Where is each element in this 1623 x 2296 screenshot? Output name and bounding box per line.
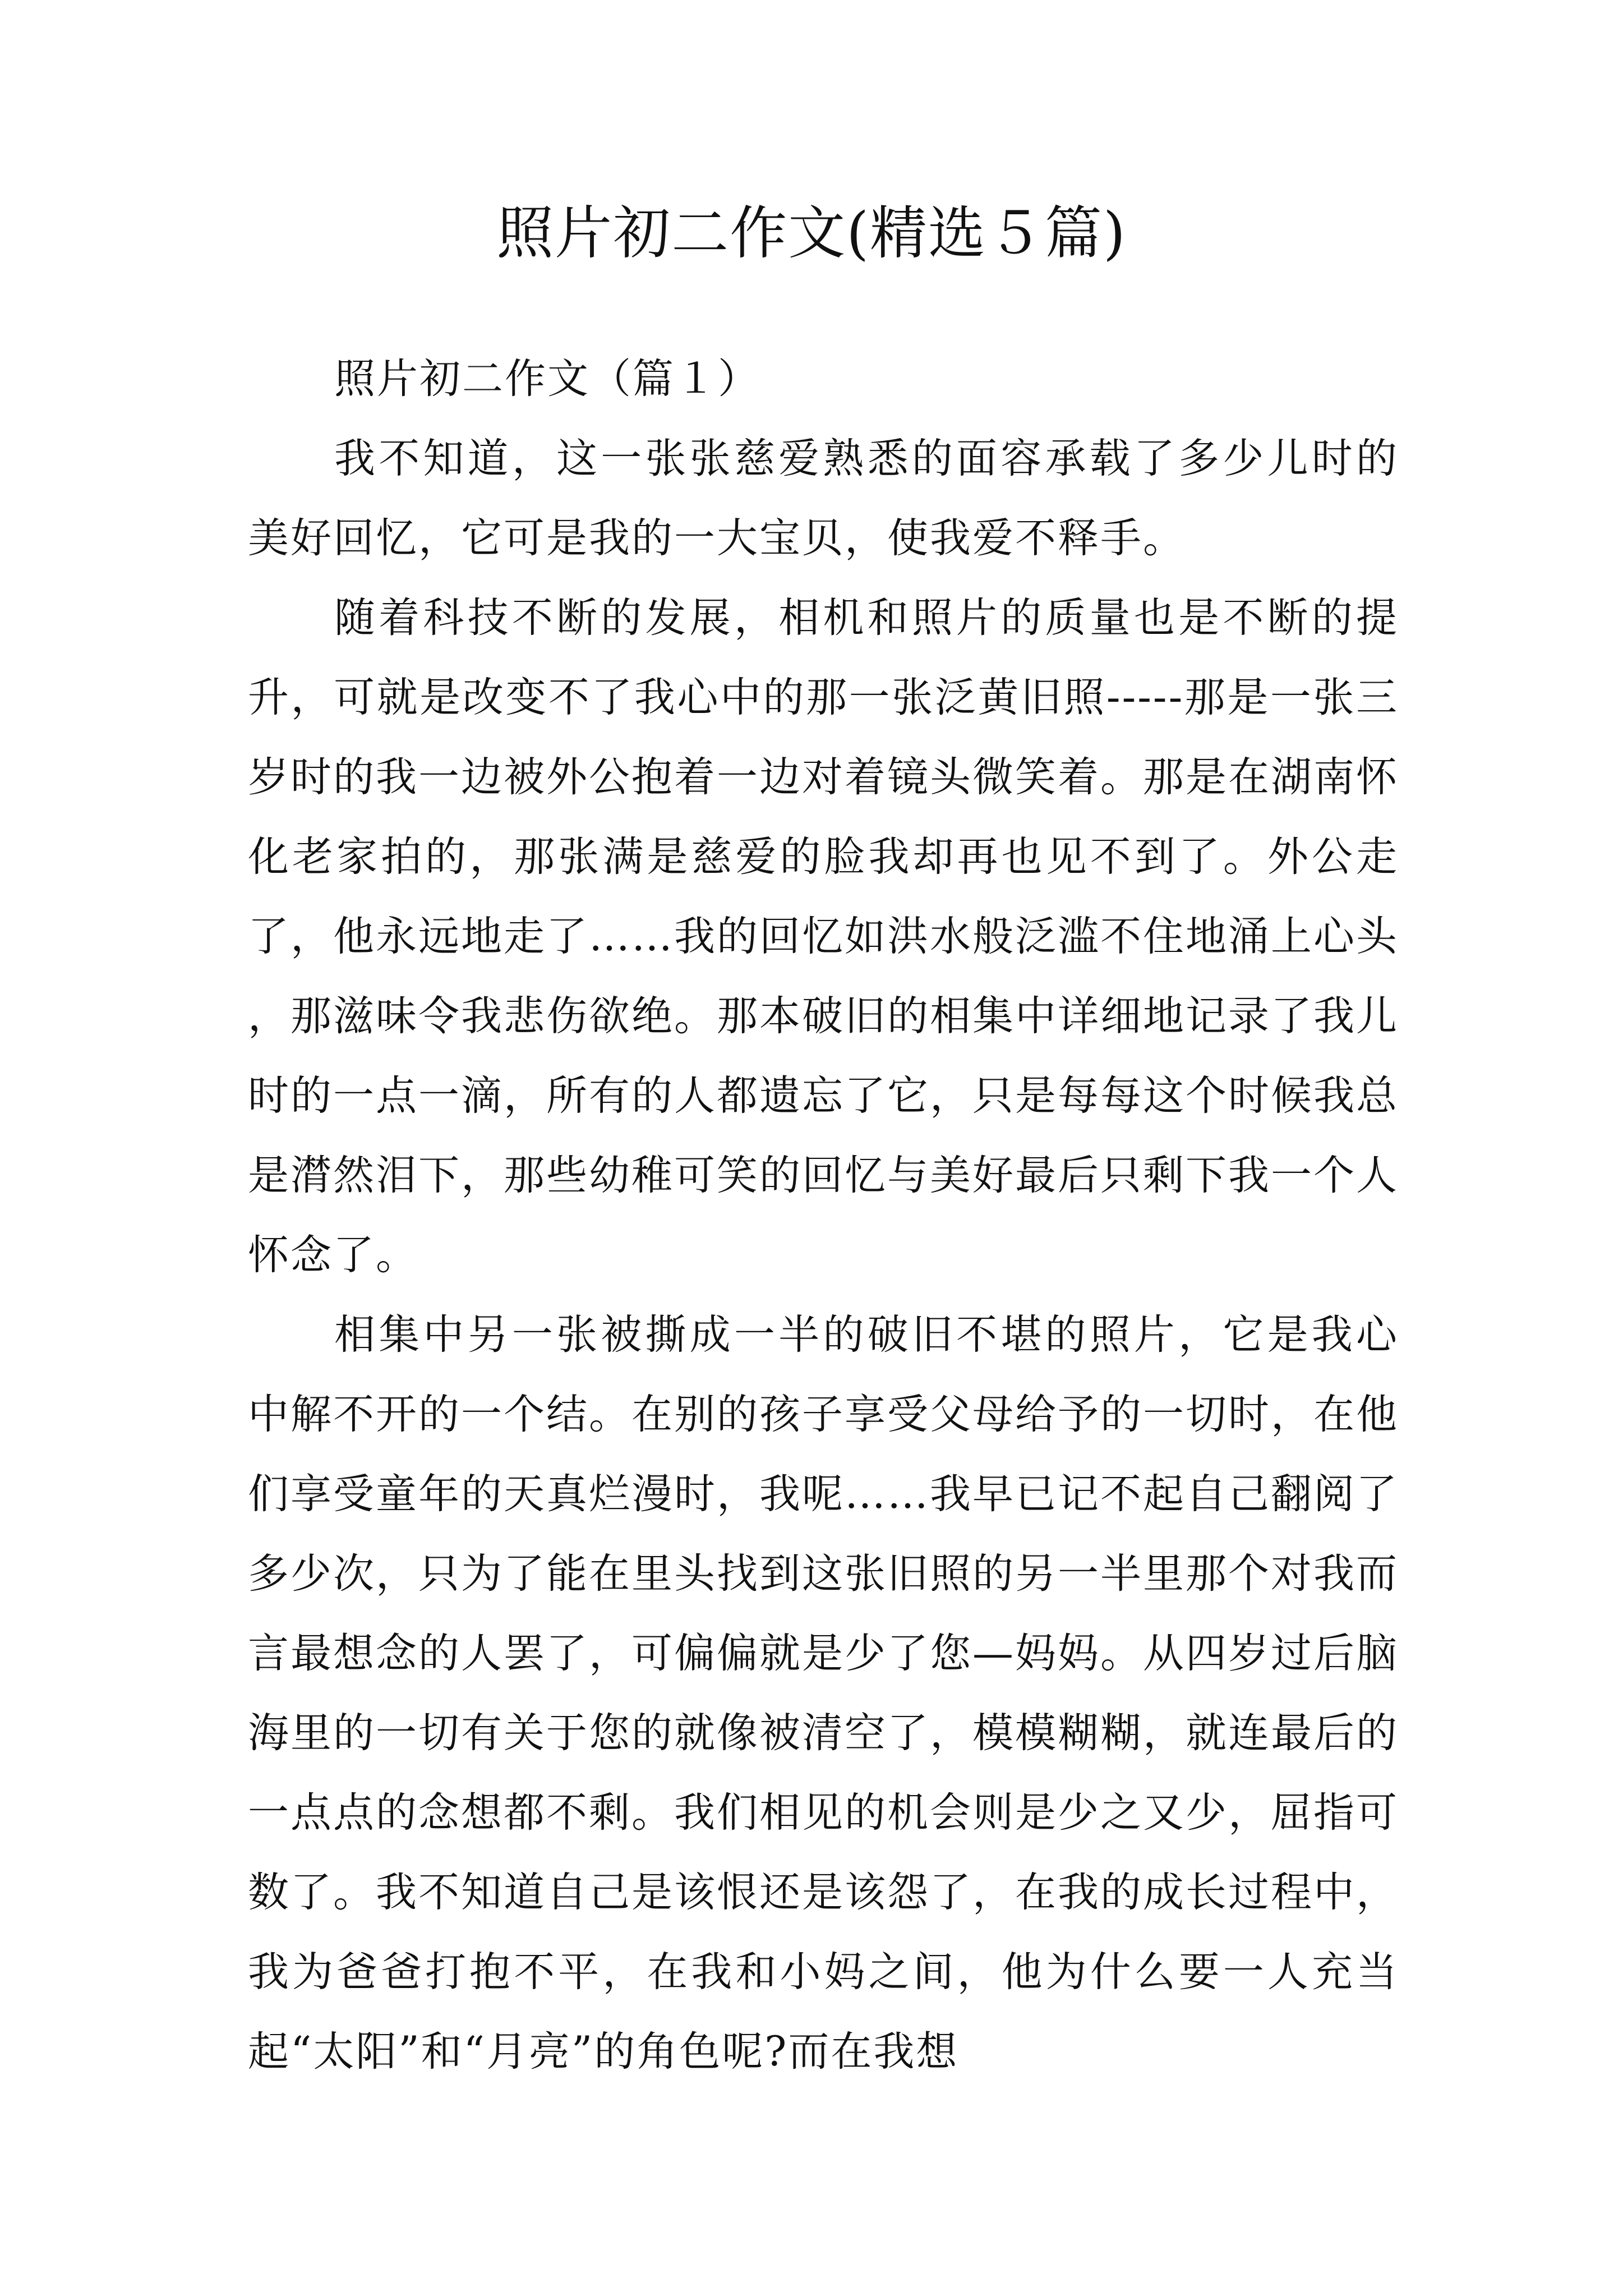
paragraph-1: 我不知道，这一张张慈爱熟悉的面容承载了多少儿时的美好回忆，它可是我的一大宝贝，使我爱不释手。	[248, 435, 1399, 562]
section-heading: 照片初二作文（篇１）	[334, 355, 760, 403]
paragraph-3: 相集中另一张被撕成一半的破旧不堪的照片，它是我心中解不开的一个结。在别的孩子享受父母给予的一切时，在他们享受童年的天真烂漫时，我呢……我早已记不起自己翻阅了多少次，只为了能在里头找到这张旧照的另一半里那个对我而言最想念的人罢了，可偏偏就是少了您—妈妈。从四岁过后脑海里的一切有关于您的就像被清空了，模模糊糊，就连最后的一点点的念想都不剩。我们相见的机会则是少之又少，屈指可数了。我不知道自己是该恨还是该怨了，在我的成长过程中，我为爸爸打抱不平，在我和小妈之间，他为什么要一人充当起“太阳”和“月亮”的角色呢?而在我想	[248, 1311, 1399, 2076]
paragraph-2: 随着科技不断的发展，相机和照片的质量也是不断的提升，可就是改变不了我心中的那一张泛黄旧照-----那是一张三岁时的我一边被外公抱着一边对着镜头微笑着。那是在湖南怀化老家拍的，那张满是慈爱的脸我却再也见不到了。外公走了，他永远地走了……我的回忆如洪水般泛滥不住地涌上心头 ，那滋味令我悲伤欲绝。那本破旧的相集中详细地记录了我儿时的一点一滴，所有的人都遗忘了它，只是每每这个时候我总是潸然泪下，那些幼稚可笑的回忆与美好最后只剩下我一个人怀念了。	[248, 594, 1399, 1279]
document-body	[248, 339, 1399, 2092]
document-title: 照片初二作文(精选５篇)	[496, 200, 1127, 267]
